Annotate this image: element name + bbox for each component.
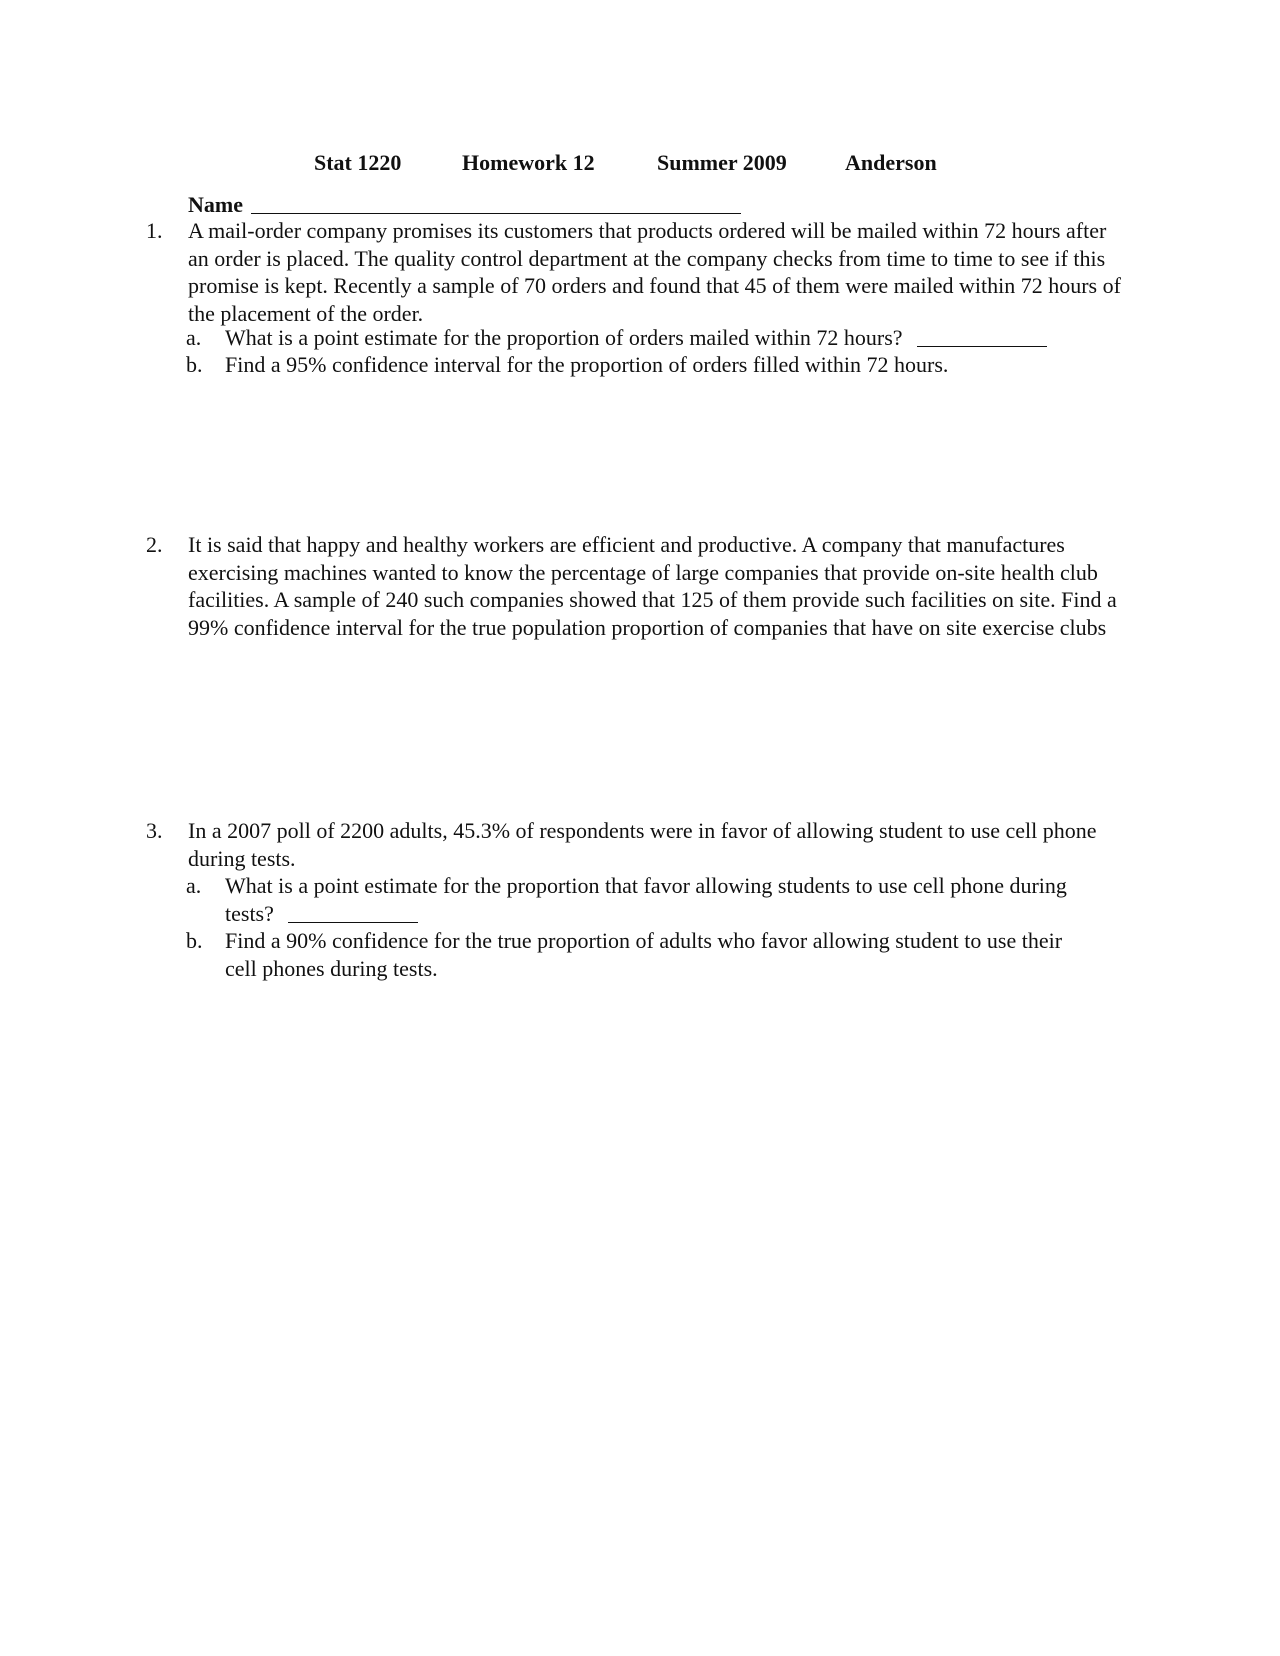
question-text: A mail-order company promises its customers that products ordered will be mailed within 72 hours after an order is placed. The quality control department at the company checks from time to time to see if this promise is kept. Recently a sample of 70 orders and found that 45 of them were mailed within 72 hours of the placement of the order. [188, 218, 1121, 326]
part-letter: a. [186, 325, 202, 350]
question-number: 2. [146, 532, 163, 557]
question-text: It is said that happy and healthy workers are efficient and productive. A company that manufactures exercising machines wanted to know the percentage of large companies that provide on-site health club facilities. A sample of 240 such companies showed that 125 of them provide such facilities on site. Find a 99% confidence interval for the true population proportion of companies that have on site exercise clubs [188, 532, 1117, 640]
course-title: Stat 1220 [314, 150, 402, 175]
assignment-title: Homework 12 [462, 150, 595, 175]
part-text: Find a 95% confidence interval for the proportion of orders filled within 72 hours. [225, 352, 949, 377]
answer-blank-line [917, 328, 1047, 347]
name-label: Name [188, 192, 243, 217]
part-text: What is a point estimate for the proportion of orders mailed within 72 hours? [225, 324, 1125, 352]
instructor-name: Anderson [845, 150, 937, 175]
part-letter: b. [186, 928, 203, 953]
part-text: Find a 90% confidence for the true proportion of adults who favor allowing student to use their cell phones during tests. [225, 928, 1063, 981]
part-letter: b. [186, 352, 203, 377]
question-number: 3. [146, 818, 163, 843]
part-letter: a. [186, 873, 202, 898]
question-number: 1. [146, 218, 163, 243]
question-text: In a 2007 poll of 2200 adults, 45.3% of respondents were in favor of allowing student to use cell phone during tests. [188, 818, 1097, 871]
name-blank-line [251, 193, 741, 214]
document-header [0, 150, 1280, 180]
part-text: What is a point estimate for the proportion that favor allowing students to use cell phone during tests? [225, 873, 1067, 926]
name-field [188, 191, 741, 218]
answer-blank-line [288, 904, 418, 923]
term-label: Summer 2009 [657, 150, 787, 175]
